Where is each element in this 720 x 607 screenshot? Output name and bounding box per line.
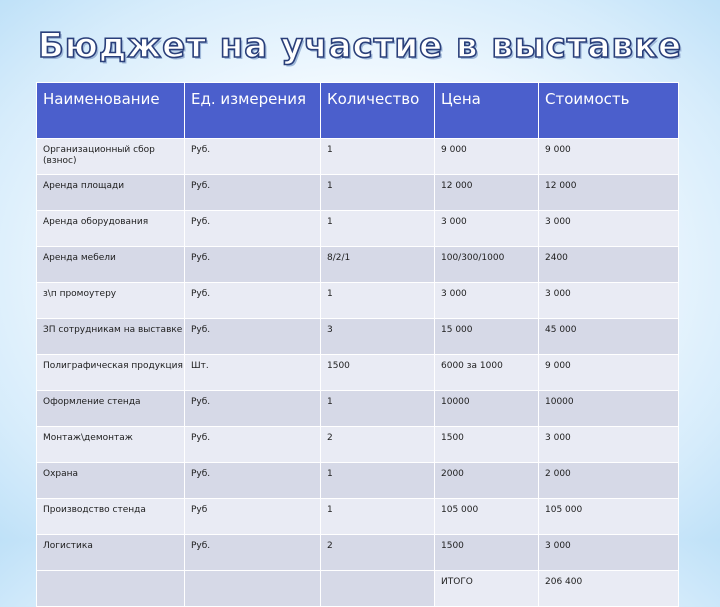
cell-name: Аренда площади [37, 175, 185, 211]
cell-price: 10000 [435, 391, 539, 427]
header-name: Наименование [37, 83, 185, 139]
cell-name: з\п промоутеру [37, 283, 185, 319]
cell-quantity: 8/2/1 [321, 247, 435, 283]
table-row [37, 391, 679, 427]
cell-unit: Руб. [185, 211, 321, 247]
cell-cost: 3 000 [539, 211, 679, 247]
cell-price: 1500 [435, 427, 539, 463]
cell-price: 6000 за 1000 [435, 355, 539, 391]
cell-name: Оформление стенда [37, 391, 185, 427]
cell-unit: Руб. [185, 391, 321, 427]
header-unit: Ед. измерения [185, 83, 321, 139]
cell-quantity: 2 [321, 427, 435, 463]
header-cost: Стоимость [539, 83, 679, 139]
cell-unit: Руб. [185, 319, 321, 355]
cell-unit: Руб. [185, 463, 321, 499]
cell-cost: 9 000 [539, 139, 679, 175]
cell-unit: Руб. [185, 535, 321, 571]
cell-name: Производство стенда [37, 499, 185, 535]
total-row [37, 571, 679, 607]
cell-price: 12 000 [435, 175, 539, 211]
table-row [37, 499, 679, 535]
cell-price: 105 000 [435, 499, 539, 535]
cell-cost: 3 000 [539, 427, 679, 463]
cell-name: Полиграфическая продукция [37, 355, 185, 391]
cell-quantity: 1 [321, 463, 435, 499]
table-row [37, 283, 679, 319]
table-row [37, 463, 679, 499]
header-price: Цена [435, 83, 539, 139]
total-label: ИТОГО [435, 571, 539, 607]
cell-cost: 3 000 [539, 535, 679, 571]
cell-quantity: 1 [321, 283, 435, 319]
table-row [37, 211, 679, 247]
cell-unit: Руб [185, 499, 321, 535]
cell-price: 1500 [435, 535, 539, 571]
cell-name: Аренда оборудования [37, 211, 185, 247]
cell-price: 15 000 [435, 319, 539, 355]
cell-unit: Руб. [185, 247, 321, 283]
budget-table [36, 82, 679, 607]
cell-unit: Руб. [185, 139, 321, 175]
cell-quantity: 2 [321, 535, 435, 571]
total-empty-cell [37, 571, 185, 607]
total-value: 206 400 [539, 571, 679, 607]
cell-cost: 2400 [539, 247, 679, 283]
cell-cost: 45 000 [539, 319, 679, 355]
page-title: Бюджет на участие в выставке [37, 26, 683, 66]
cell-quantity: 1 [321, 211, 435, 247]
table-row [37, 139, 679, 175]
total-empty-cell [185, 571, 321, 607]
cell-price: 100/300/1000 [435, 247, 539, 283]
cell-quantity: 3 [321, 319, 435, 355]
cell-unit: Руб. [185, 427, 321, 463]
cell-unit: Руб. [185, 175, 321, 211]
header-quantity: Количество [321, 83, 435, 139]
table-row [37, 247, 679, 283]
total-empty-cell [321, 571, 435, 607]
cell-cost: 105 000 [539, 499, 679, 535]
table-header-row [37, 83, 679, 139]
cell-name: Организационный сбор (взнос) [37, 139, 185, 175]
cell-name: Охрана [37, 463, 185, 499]
cell-quantity: 1500 [321, 355, 435, 391]
cell-price: 9 000 [435, 139, 539, 175]
cell-unit: Шт. [185, 355, 321, 391]
cell-name: Логистика [37, 535, 185, 571]
cell-cost: 9 000 [539, 355, 679, 391]
cell-quantity: 1 [321, 499, 435, 535]
table-row [37, 319, 679, 355]
cell-cost: 3 000 [539, 283, 679, 319]
cell-cost: 10000 [539, 391, 679, 427]
cell-price: 3 000 [435, 211, 539, 247]
cell-unit: Руб. [185, 283, 321, 319]
cell-quantity: 1 [321, 139, 435, 175]
cell-name: ЗП сотрудникам на выставке [37, 319, 185, 355]
cell-quantity: 1 [321, 175, 435, 211]
cell-cost: 12 000 [539, 175, 679, 211]
cell-name: Монтаж\демонтаж [37, 427, 185, 463]
cell-cost: 2 000 [539, 463, 679, 499]
table-row [37, 427, 679, 463]
cell-quantity: 1 [321, 391, 435, 427]
cell-price: 2000 [435, 463, 539, 499]
cell-name: Аренда мебели [37, 247, 185, 283]
cell-price: 3 000 [435, 283, 539, 319]
table-row [37, 355, 679, 391]
table-row [37, 175, 679, 211]
